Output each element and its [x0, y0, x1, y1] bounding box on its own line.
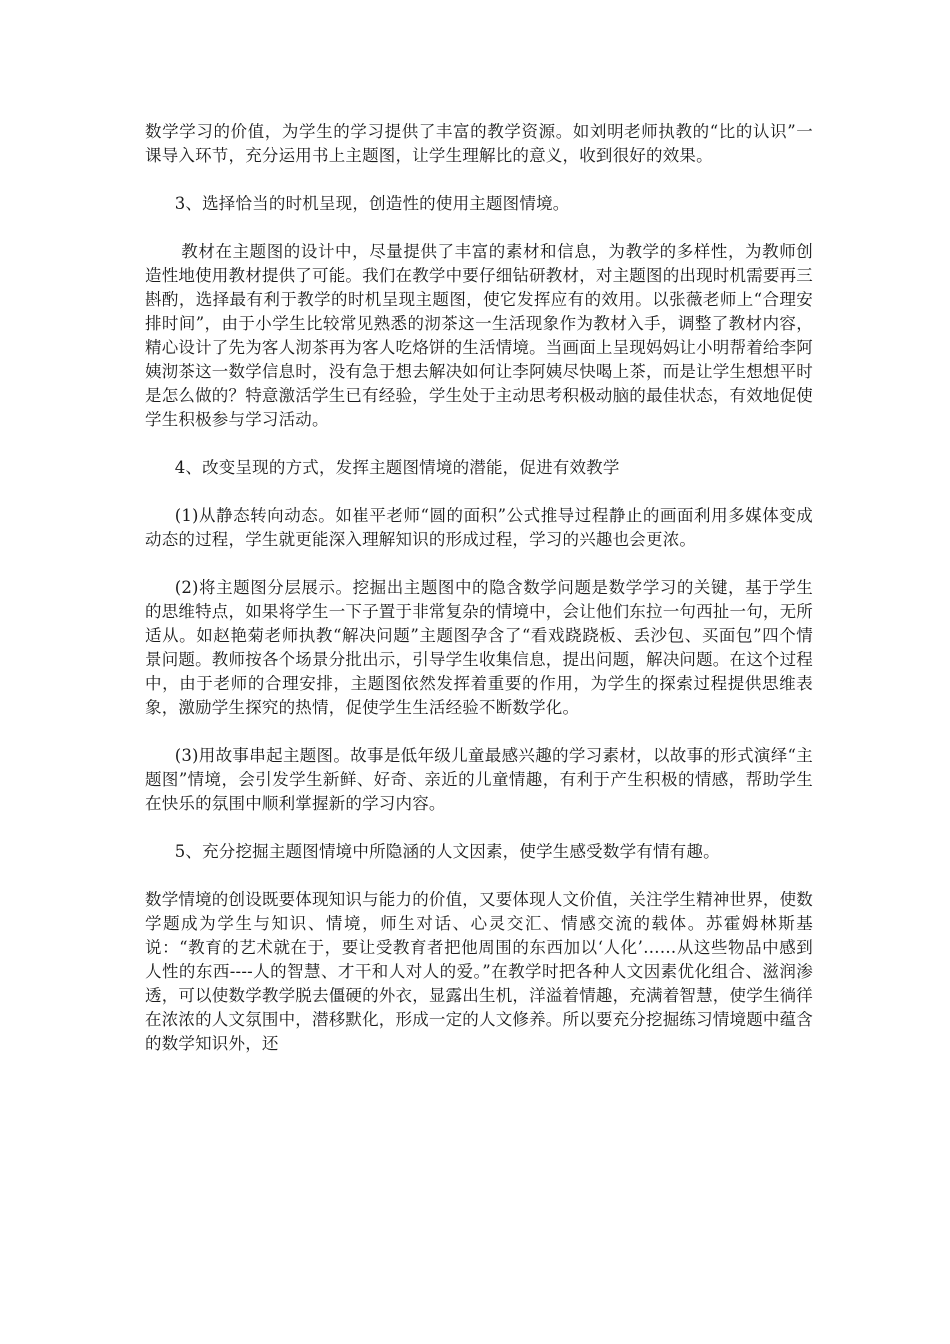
paragraph-intro-continuation: 数学学习的价值，为学生的学习提供了丰富的教学资源。如刘明老师执教的“比的认识”一课导入环节，充分运用书上主题图，让学生理解比的意义，收到很好的效果。: [145, 122, 813, 165]
paragraph-item-1-static-to-dynamic: (1)从静态转向动态。如崔平老师“圆的面积”公式推导过程静止的画面利用多媒体变成动态的过程，学生就更能深入理解知识的形成过程，学习的兴趣也会更浓。: [145, 506, 813, 549]
paragraph-item-2-layered-display: (2)将主题图分层展示。挖掘出主题图中的隐含数学问题是数学学习的关键，基于学生的思维特点，如果将学生一下子置于非常复杂的情境中，会让他们东拉一句西扯一句，无所适从。如赵艳菊老师执教“解决问题”主题图孕含了“看戏跷跷板、丢沙包、买面包”四个情景问题。教师按各个场景分批出示，引导学生收集信息，提出问题，解决问题。在这个过程中，由于老师的合理安排，主题图依然发挥着重要的作用，为学生的探索过程提供思维表象，激励学生探究的热情，促使学生生活经验不断数学化。: [145, 578, 813, 717]
section-heading-4: 4、改变呈现的方式，发挥主题图情境的潜能，促进有效教学: [174, 458, 620, 477]
paragraph-section-3-body: 教材在主题图的设计中，尽量提供了丰富的素材和信息，为教学的多样性，为教师创造性地使用教材提供了可能。我们在教学中要仔细钻研教材，对主题图的出现时机需要再三斟酌，选择最有利于教学的时机呈现主题图，使它发挥应有的效用。以张薇老师上“合理安排时间”，由于小学生比较常见熟悉的沏茶这一生活现象作为教材入手，调整了教材内容，精心设计了先为客人沏茶再为客人吃烙饼的生活情境。当画面上呈现妈妈让小明帮着给李阿姨沏茶这一数学信息时，没有急于想去解决如何让李阿姨尽快喝上茶，而是让学生想想平时是怎么做的？特意激活学生已有经验，学生处于主动思考积极动脑的最佳状态，有效地促使学生积极参与学习活动。: [145, 242, 813, 429]
paragraph-item-3-story: (3)用故事串起主题图。故事是低年级儿童最感兴趣的学习素材，以故事的形式演绎“主题图”情境，会引发学生新鲜、好奇、亲近的儿童情趣，有利于产生积极的情感，帮助学生在快乐的氛围中顺利掌握新的学习内容。: [145, 746, 813, 813]
section-heading-5: 5、充分挖掘主题图情境中所隐涵的人文因素，使学生感受数学有情有趣。: [174, 842, 720, 861]
paragraph-humanistic-factors: 数学情境的创设既要体现知识与能力的价值，又要体现人文价值，关注学生精神世界，使数学题成为学生与知识、情境，师生对话、心灵交汇、情感交流的载体。苏霍姆林斯基说：“教育的艺术就在于，要让受教育者把他周围的东西加以‘人化’……从这些物品中感到人性的东西----人的智慧、才干和人对人的爱。”在教学时把各种人文因素优化组合、滋润渗透，可以使数学教学脱去僵硬的外衣，显露出生机，洋溢着情趣，充满着智慧，使学生徜徉在浓浓的人文氛围中，潜移默化，形成一定的人文修养。所以要充分挖掘练习情境题中蕴含的数学知识外，还: [145, 890, 813, 1053]
section-heading-3: 3、选择恰当的时机呈现，创造性的使用主题图情境。: [174, 194, 570, 213]
document-page: [145, 120, 813, 1080]
